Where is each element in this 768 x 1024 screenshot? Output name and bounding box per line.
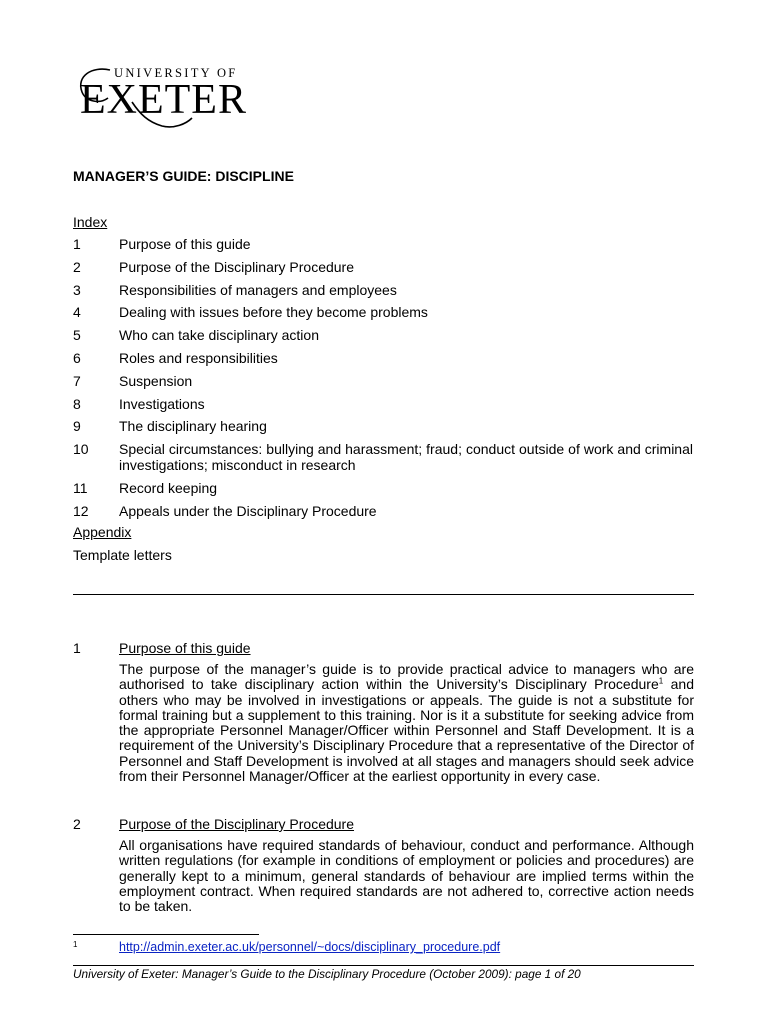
section-body-text: The purpose of the manager’s guide is to provide practical advice to managers who are authorised to take disciplinary action within the University’s Disciplinary Procedure (119, 661, 694, 693)
index-item (73, 480, 693, 496)
index-number: 1 (73, 236, 81, 252)
index-item (73, 259, 693, 275)
index-text: Special circumstances: bullying and harassment; fraud; conduct outside of work and criminal investigations; misconduct in research (119, 441, 693, 474)
section-1 (73, 640, 694, 784)
index-item (73, 503, 693, 519)
index-item (73, 373, 693, 389)
index-list (73, 236, 693, 526)
index-item (73, 327, 693, 343)
index-number: 6 (73, 349, 81, 366)
index-text: Dealing with issues before they become problems (119, 304, 428, 321)
section-body-text-cont: and others who may be involved in investigations or appeals. The guide is not a substitute for formal training but a supplement to this training. Nor is it a substitute for seeking advice from the appropriate Personnel Manager/Officer within Personnel and Staff Development. It is a requirement of the University’s Disciplinary Procedure that a representative of the Director of Personnel and Staff Development is involved at all stages and managers should seek advice from their Personnel Manager/Officer at the earliest opportunity in every case. (119, 676, 694, 785)
index-item (73, 282, 693, 298)
index-number: 12 (73, 502, 89, 519)
appendix-heading: Appendix (73, 524, 132, 540)
index-item (73, 441, 693, 473)
footnote-mark: 1 (73, 940, 78, 949)
index-text: Appeals under the Disciplinary Procedure (119, 502, 377, 519)
index-number: 3 (73, 281, 81, 298)
index-item (73, 236, 693, 252)
index-text: Record keeping (119, 479, 218, 496)
section-number: 2 (73, 816, 81, 832)
index-text: Investigations (119, 395, 205, 412)
index-number: 5 (73, 327, 81, 344)
index-number: 4 (73, 304, 81, 321)
footer-divider (73, 965, 694, 966)
index-item (73, 396, 693, 412)
index-text: Suspension (119, 372, 193, 389)
logo-main-text: EXETER (80, 77, 247, 123)
section-divider (73, 594, 694, 595)
index-item (73, 418, 693, 434)
footnote-divider (73, 934, 259, 935)
index-item (73, 350, 693, 366)
index-text: Responsibilities of managers and employees (119, 281, 397, 298)
section-number: 1 (73, 640, 81, 656)
index-text: Purpose of the Disciplinary Procedure (119, 258, 355, 275)
section-body: All organisations have required standards of behaviour, conduct and performance. Although written regulations (for example in conditions of employment or policies and procedures) are generally kept to a minimum, general standards of behaviour are implied terms within the employment contract. When required standards are not adhered to, corrective action needs to be taken. (119, 837, 694, 915)
section-header (73, 640, 694, 656)
footnote-reference[interactable]: 1 (658, 676, 664, 686)
index-number: 8 (73, 395, 81, 412)
index-number: 10 (73, 441, 89, 458)
index-number: 2 (73, 258, 81, 275)
template-letters: Template letters (73, 547, 172, 563)
index-number: 7 (73, 372, 81, 389)
university-logo (74, 62, 264, 132)
index-text: The disciplinary hearing (119, 418, 267, 435)
section-header (73, 816, 694, 832)
footnote (73, 940, 693, 954)
page-footer: University of Exeter: Manager’s Guide to the Disciplinary Procedure (October 2009): page 1 of 20 (73, 967, 581, 981)
document-title: MANAGER’S GUIDE: DISCIPLINE (73, 168, 294, 184)
section-title: Purpose of the Disciplinary Procedure (119, 816, 355, 832)
index-number: 11 (73, 479, 88, 496)
logo-top-text: UNIVERSITY OF (114, 66, 238, 80)
section-body (119, 662, 694, 784)
section-2 (73, 816, 694, 914)
index-number: 9 (73, 418, 81, 435)
index-text: Purpose of this guide (119, 236, 251, 252)
index-item (73, 304, 693, 320)
section-title: Purpose of this guide (119, 640, 251, 656)
index-text: Roles and responsibilities (119, 349, 278, 366)
footnote-link[interactable]: http://admin.exeter.ac.uk/personnel/~docs/disciplinary_procedure.pdf (119, 940, 501, 954)
index-text: Who can take disciplinary action (119, 327, 319, 344)
index-heading: Index (73, 214, 108, 230)
